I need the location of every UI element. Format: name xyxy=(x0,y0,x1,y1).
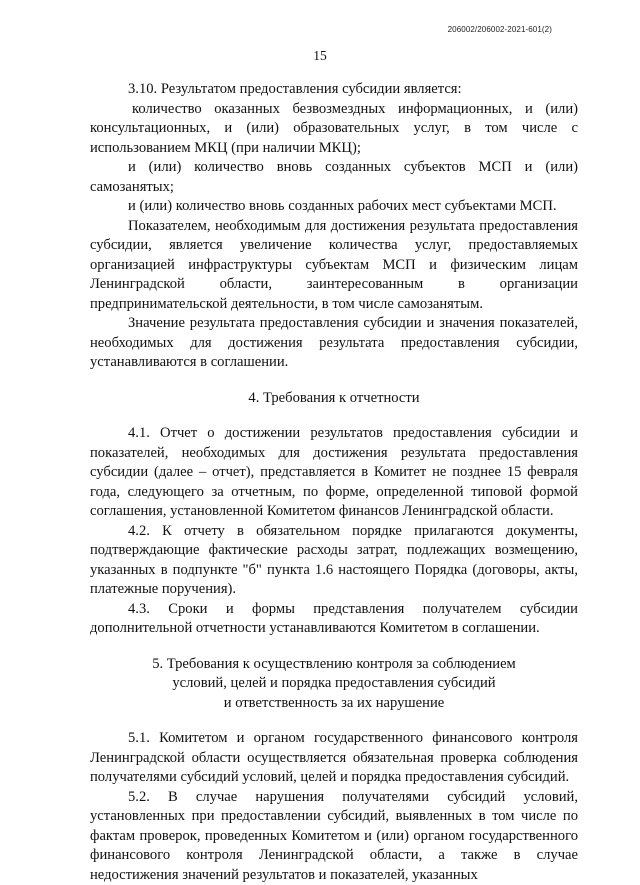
paragraph-3-10: 3.10. Результатом предоставления субсидии является: xyxy=(90,80,578,100)
paragraph-4-3: 4.3. Сроки и формы представления получателем субсидии дополнительной отчетности устанавливаются Комитетом в соглашении. xyxy=(90,600,578,639)
paragraph-result-services: количество оказанных безвозмездных информационных, и (или) консультационных, и (или) образовательных услуг, в том числе с использованием МКЦ (при наличии МКЦ); xyxy=(90,100,578,159)
document-reference-number: 206002/206002-2021-601(2) xyxy=(448,20,552,40)
paragraph-5-2: 5.2. В случае нарушения получателями субсидий условий, установленных при предоставлении субсидий, выявленных в том числе по фактам проверок, проведенных Комитетом и (или) органом государственного финансового контроля Ленинградской области, а также в случае недостижения значений результатов и показателей, указанных xyxy=(90,788,578,885)
section-4-title: 4. Требования к отчетности xyxy=(90,389,578,409)
page-number: 15 xyxy=(0,46,640,66)
section-5-title-line: условий, целей и порядка предоставления субсидий xyxy=(90,674,578,694)
section-5-title-line: и ответственность за их нарушение xyxy=(90,694,578,714)
section-5-title xyxy=(90,655,578,714)
section-5-title-line: 5. Требования к осуществлению контроля за соблюдением xyxy=(90,655,578,675)
paragraph-indicator: Показателем, необходимым для достижения результата предоставления субсидии, является увеличение количества услуг, предоставляемых организацией инфраструктуры субъектам МСП и физическим лицам Ленинградской области, заинтересованным в организации предпринимательской деятельности, в том числе самозанятым. xyxy=(90,217,578,315)
paragraph-result-new-jobs: и (или) количество вновь созданных рабочих мест субъектами МСП. xyxy=(90,197,578,217)
paragraph-4-2: 4.2. К отчету в обязательном порядке прилагаются документы, подтверждающие фактические расходы затрат, подлежащих возмещению, указанных в подпункте "б" пункта 1.6 настоящего Порядка (договоры, акты, платежные поручения). xyxy=(90,522,578,600)
paragraph-result-new-entities: и (или) количество вновь созданных субъектов МСП и (или) самозанятых; xyxy=(90,158,578,197)
paragraph-5-1: 5.1. Комитетом и органом государственного финансового контроля Ленинградской области осуществляется обязательная проверка соблюдения получателями субсидий условий, целей и порядка предоставления субсидий. xyxy=(90,729,578,788)
paragraph-values-in-agreement: Значение результата предоставления субсидии и значения показателей, необходимых для достижения результата предоставления субсидии, устанавливаются в соглашении. xyxy=(90,314,578,373)
paragraph-4-1: 4.1. Отчет о достижении результатов предоставления субсидии и показателей, необходимых для достижения результата предоставления субсидии (далее – отчет), представляется в Комитет не позднее 15 февраля года, следующего за отчетным, по форме, определенной типовой формой соглашения, установленной Комитетом финансов Ленинградской области. xyxy=(90,424,578,522)
page-body xyxy=(90,80,578,885)
